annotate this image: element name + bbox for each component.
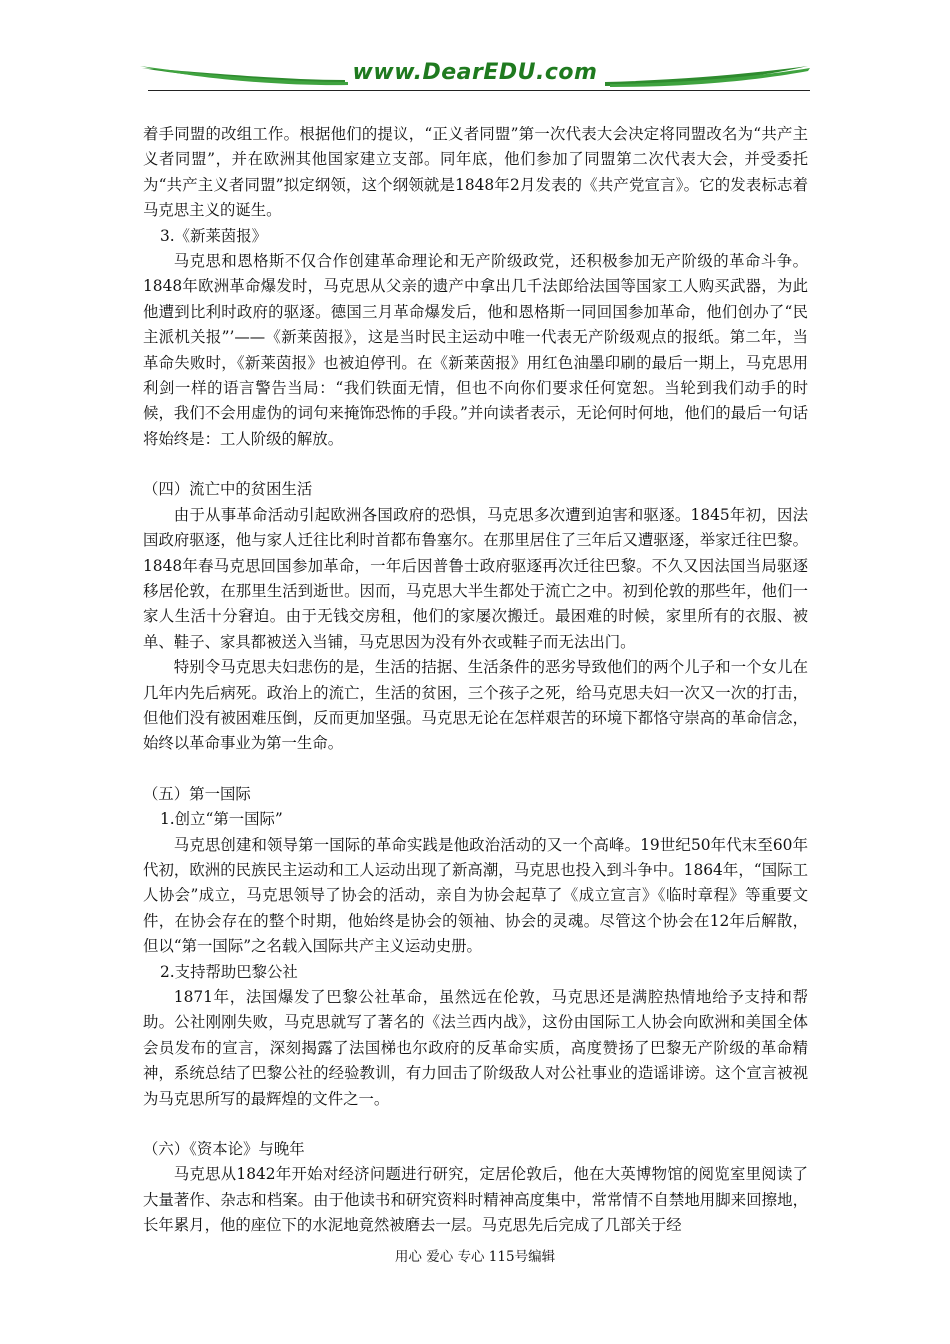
paragraph: 马克思创建和领导第一国际的革命实践是他政治活动的又一个高峰。19世纪50年代末至60年代初，欧洲的民族民主运动和工人运动出现了新高潮，马克思也投入到斗争中。1864年，“国际工人协会”成立，马克思领导了协会的活动，亲自为协会起草了《成立宣言》《临时章程》等重要文件，在协会存在的整个时期，他始终是协会的领袖、协会的灵魂。尽管这个协会在12年后解散，但以“第一国际”之名载入国际共产主义运动史册。 [143,835,808,956]
spacer [143,1112,808,1137]
document-body [143,122,808,1239]
section-heading: （四）流亡中的贫困生活 [143,480,313,499]
site-header-banner [140,58,810,98]
subheading: 3.《新莱茵报》 [160,226,268,245]
paragraph: 特别令马克思夫妇悲伤的是，生活的拮据、生活条件的恶劣导致他们的两个儿子和一个女儿在几年内先后病死。政治上的流亡，生活的贫困，三个孩子之死，给马克思夫妇一次又一次的打击，但他们没有被困难压倒，反而更加坚强。马克思无论在怎样艰苦的环境下都恪守崇高的革命信念，始终以革命事业为第一生命。 [143,658,808,753]
subheading: 2.支持帮助巴黎公社 [160,962,298,981]
paragraph: 着手同盟的改组工作。根据他们的提议，“正义者同盟”第一次代表大会决定将同盟改名为“共产主义者同盟”，并在欧洲其他国家建立支部。同年底，他们参加了同盟第二次代表大会，并受委托为“共产主义者同盟”拟定纲领，这个纲领就是1848年2月发表的《共产党宣言》。它的发表标志着马克思主义的诞生。 [143,125,808,220]
section-heading: （五）第一国际 [143,784,251,803]
subheading: 1.创立“第一国际” [160,810,283,829]
page-footer: 用心 爱心 专心 115号编辑 [394,1249,556,1265]
site-logo-text: www.DearEDU.com [352,60,598,85]
paragraph: 马克思从1842年开始对经济问题进行研究，定居伦敦后，他在大英博物馆的阅览室里阅读了大量著作、杂志和档案。由于他读书和研究资料时精神高度集中，常常情不自禁地用脚来回擦地，长年累月，他的座位下的水泥地竟然被磨去一层。马克思先后完成了几部关于经 [143,1165,808,1235]
paragraph: 马克思和恩格斯不仅合作创建革命理论和无产阶级政党，还积极参加无产阶级的革命斗争。1848年欧洲革命爆发时，马克思从父亲的遗产中拿出几千法郎给法国等国家工人购买武器，为此他遭到比利时政府的驱逐。德国三月革命爆发后，他和恩格斯一同回国参加革命，他们创办了“民主派机关报”’——《新莱茵报》，这是当时民主运动中唯一代表无产阶级观点的报纸。第二年，当革命失败时，《新莱茵报》也被迫停刊。在《新莱茵报》用红色油墨印刷的最后一期上，马克思用利剑一样的语言警告当局：“我们铁面无情，但也不向你们要求任何宽恕。当轮到我们动手的时候，我们不会用虚伪的词句来掩饰恐怖的手段。”并向读者表示，无论何时何地，他们的最后一句话将始终是：工人阶级的解放。 [143,252,808,448]
paragraph: 由于从事革命活动引起欧洲各国政府的恐惧，马克思多次遭到迫害和驱逐。1845年初，因法国政府驱逐，他与家人迁往比利时首都布鲁塞尔。在那里居住了三年后又遭驱逐，举家迁往巴黎。1848年春马克思回国参加革命，一年后因普鲁士政府驱逐再次迁往巴黎。不久又因法国当局驱逐移居伦敦，在那里生活到逝世。因而，马克思大半生都处于流亡之中。初到伦敦的那些年，他们一家人生活十分窘迫。由于无钱交房租，他们的家屡次搬迁。最困难的时候，家里所有的衣服、被单、鞋子、家具都被送入当铺，马克思因为没有外衣或鞋子而无法出门。 [143,505,808,651]
header-rule [148,90,810,91]
spacer [143,452,808,477]
spacer [143,757,808,782]
paragraph: 1871年，法国爆发了巴黎公社革命，虽然远在伦敦，马克思还是满腔热情地给予支持和帮助。公社刚刚失败，马克思就写了著名的《法兰西内战》，这份由国际工人协会向欧洲和美国全体会员发布的宣言，深刻揭露了法国梯也尔政府的反革命实质，高度赞扬了巴黎无产阶级的革命精神，系统总结了巴黎公社的经验教训，有力回击了阶级敌人对公社事业的造谣诽谤。这个宣言被视为马克思所写的最辉煌的文件之一。 [143,988,808,1108]
section-heading: （六）《资本论》与晚年 [143,1140,305,1159]
